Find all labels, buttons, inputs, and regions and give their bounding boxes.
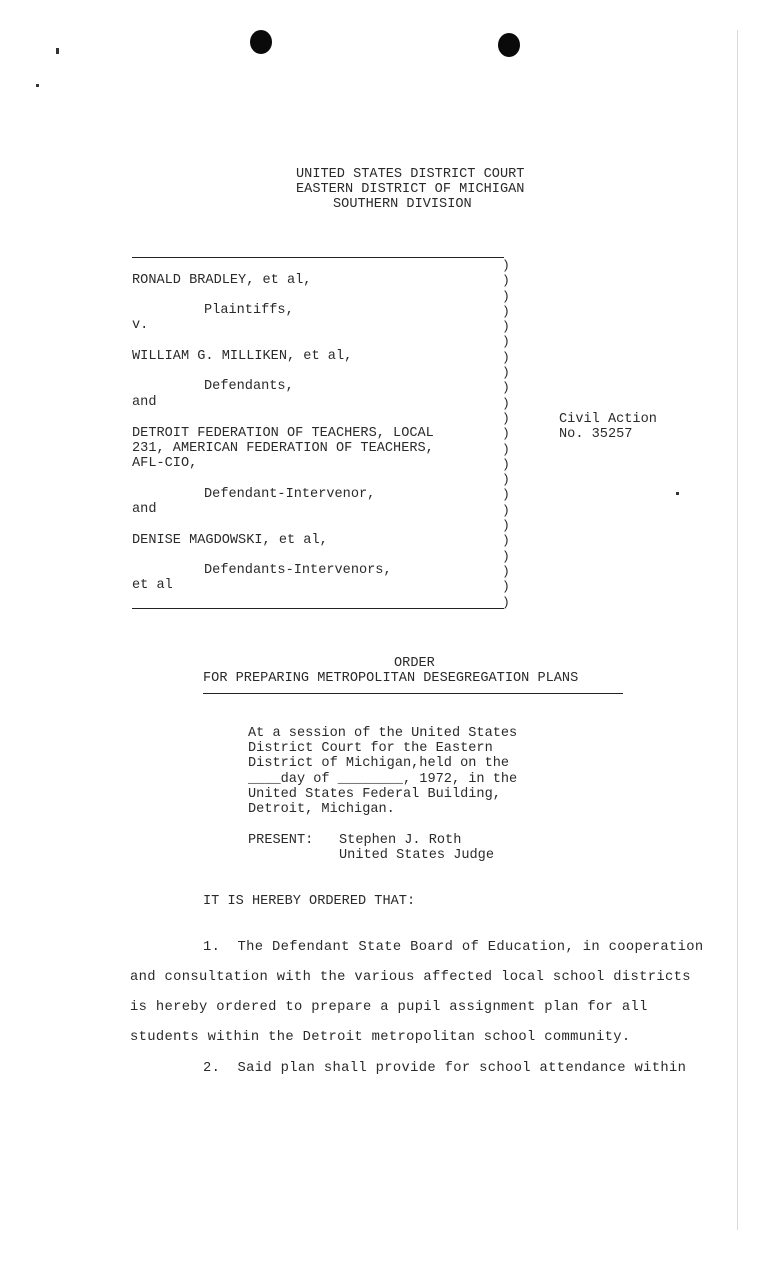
session-line: District of Michigan,held on the — [248, 756, 510, 771]
caption-paren: ) — [502, 349, 510, 365]
scan-speck — [36, 84, 39, 87]
caption-paren: ) — [502, 502, 510, 518]
judge-title: United States Judge — [339, 848, 494, 863]
caption-paren: ) — [502, 518, 510, 534]
caption-paren: ) — [502, 303, 510, 319]
caption-paren: ) — [502, 258, 510, 273]
present-label: PRESENT: — [248, 833, 314, 848]
scan-speck — [56, 48, 59, 54]
caption-paren: ) — [502, 533, 510, 549]
versus-label: v. — [132, 318, 149, 333]
court-name: UNITED STATES DISTRICT COURT — [296, 167, 525, 182]
and-label: and — [132, 502, 157, 517]
caption-paren: ) — [502, 456, 510, 472]
caption-paren: ) — [502, 410, 510, 426]
civil-action-label: Civil Action — [559, 412, 657, 427]
intervenors2-name: DENISE MAGDOWSKI, et al, — [132, 533, 328, 548]
caption-top-rule — [132, 257, 504, 258]
punch-hole-right — [498, 33, 520, 57]
session-line: Detroit, Michigan. — [248, 802, 395, 817]
caption-paren: ) — [502, 426, 510, 442]
judge-name: Stephen J. Roth — [339, 833, 462, 848]
order-heading: ORDER — [394, 656, 435, 671]
caption-paren: ) — [502, 487, 510, 503]
caption-paren: ) — [502, 365, 510, 381]
caption-paren: ) — [502, 579, 510, 595]
plaintiff-role: Plaintiffs, — [204, 303, 294, 318]
session-line: ____day of ________, 1972, in the — [248, 772, 518, 787]
scan-speck — [676, 492, 679, 495]
punch-hole-left — [250, 30, 272, 54]
page-edge-shadow — [737, 30, 738, 1230]
plaintiff-name: RONALD BRADLEY, et al, — [132, 273, 312, 288]
caption-paren-column — [502, 258, 516, 610]
order-title-rule — [203, 693, 623, 694]
caption-paren: ) — [502, 288, 510, 304]
paragraph-2-line: 2. Said plan shall provide for school attendance within — [203, 1061, 687, 1076]
caption-paren: ) — [502, 594, 510, 610]
caption-paren: ) — [502, 548, 510, 564]
session-line: District Court for the Eastern — [248, 741, 493, 756]
intervenors2-role: Defendants-Intervenors, — [204, 563, 392, 578]
intervenor-name-line1: DETROIT FEDERATION OF TEACHERS, LOCAL — [132, 426, 434, 441]
caption-paren: ) — [502, 472, 510, 488]
civil-action-number: No. 35257 — [559, 427, 633, 442]
paragraph-1-line: students within the Detroit metropolitan school community. — [130, 1030, 631, 1045]
court-division: SOUTHERN DIVISION — [333, 197, 472, 212]
caption-paren: ) — [502, 319, 510, 335]
defendant-role: Defendants, — [204, 379, 294, 394]
intervenors2-tail: et al — [132, 578, 173, 593]
caption-paren: ) — [502, 563, 510, 579]
caption-paren: ) — [502, 441, 510, 457]
paragraph-1-line: 1. The Defendant State Board of Education, in cooperation — [203, 940, 704, 955]
intervenor-name-line3: AFL-CIO, — [132, 456, 198, 471]
court-district: EASTERN DISTRICT OF MICHIGAN — [296, 182, 525, 197]
defendant-name: WILLIAM G. MILLIKEN, et al, — [132, 349, 353, 364]
caption-paren: ) — [502, 334, 510, 350]
session-line: At a session of the United States — [248, 726, 518, 741]
caption-bottom-rule — [132, 608, 504, 609]
session-line: United States Federal Building, — [248, 787, 501, 802]
and-label: and — [132, 395, 157, 410]
caption-paren: ) — [502, 395, 510, 411]
paragraph-1-line: and consultation with the various affected local school districts — [130, 970, 691, 985]
ordered-heading: IT IS HEREBY ORDERED THAT: — [203, 894, 416, 909]
intervenor-role: Defendant-Intervenor, — [204, 487, 376, 502]
order-subheading: FOR PREPARING METROPOLITAN DESEGREGATION PLANS — [203, 671, 579, 686]
paragraph-1-line: is hereby ordered to prepare a pupil assignment plan for all — [130, 1000, 648, 1015]
caption-paren: ) — [502, 380, 510, 396]
intervenor-name-line2: 231, AMERICAN FEDERATION OF TEACHERS, — [132, 441, 434, 456]
caption-paren: ) — [502, 273, 510, 289]
